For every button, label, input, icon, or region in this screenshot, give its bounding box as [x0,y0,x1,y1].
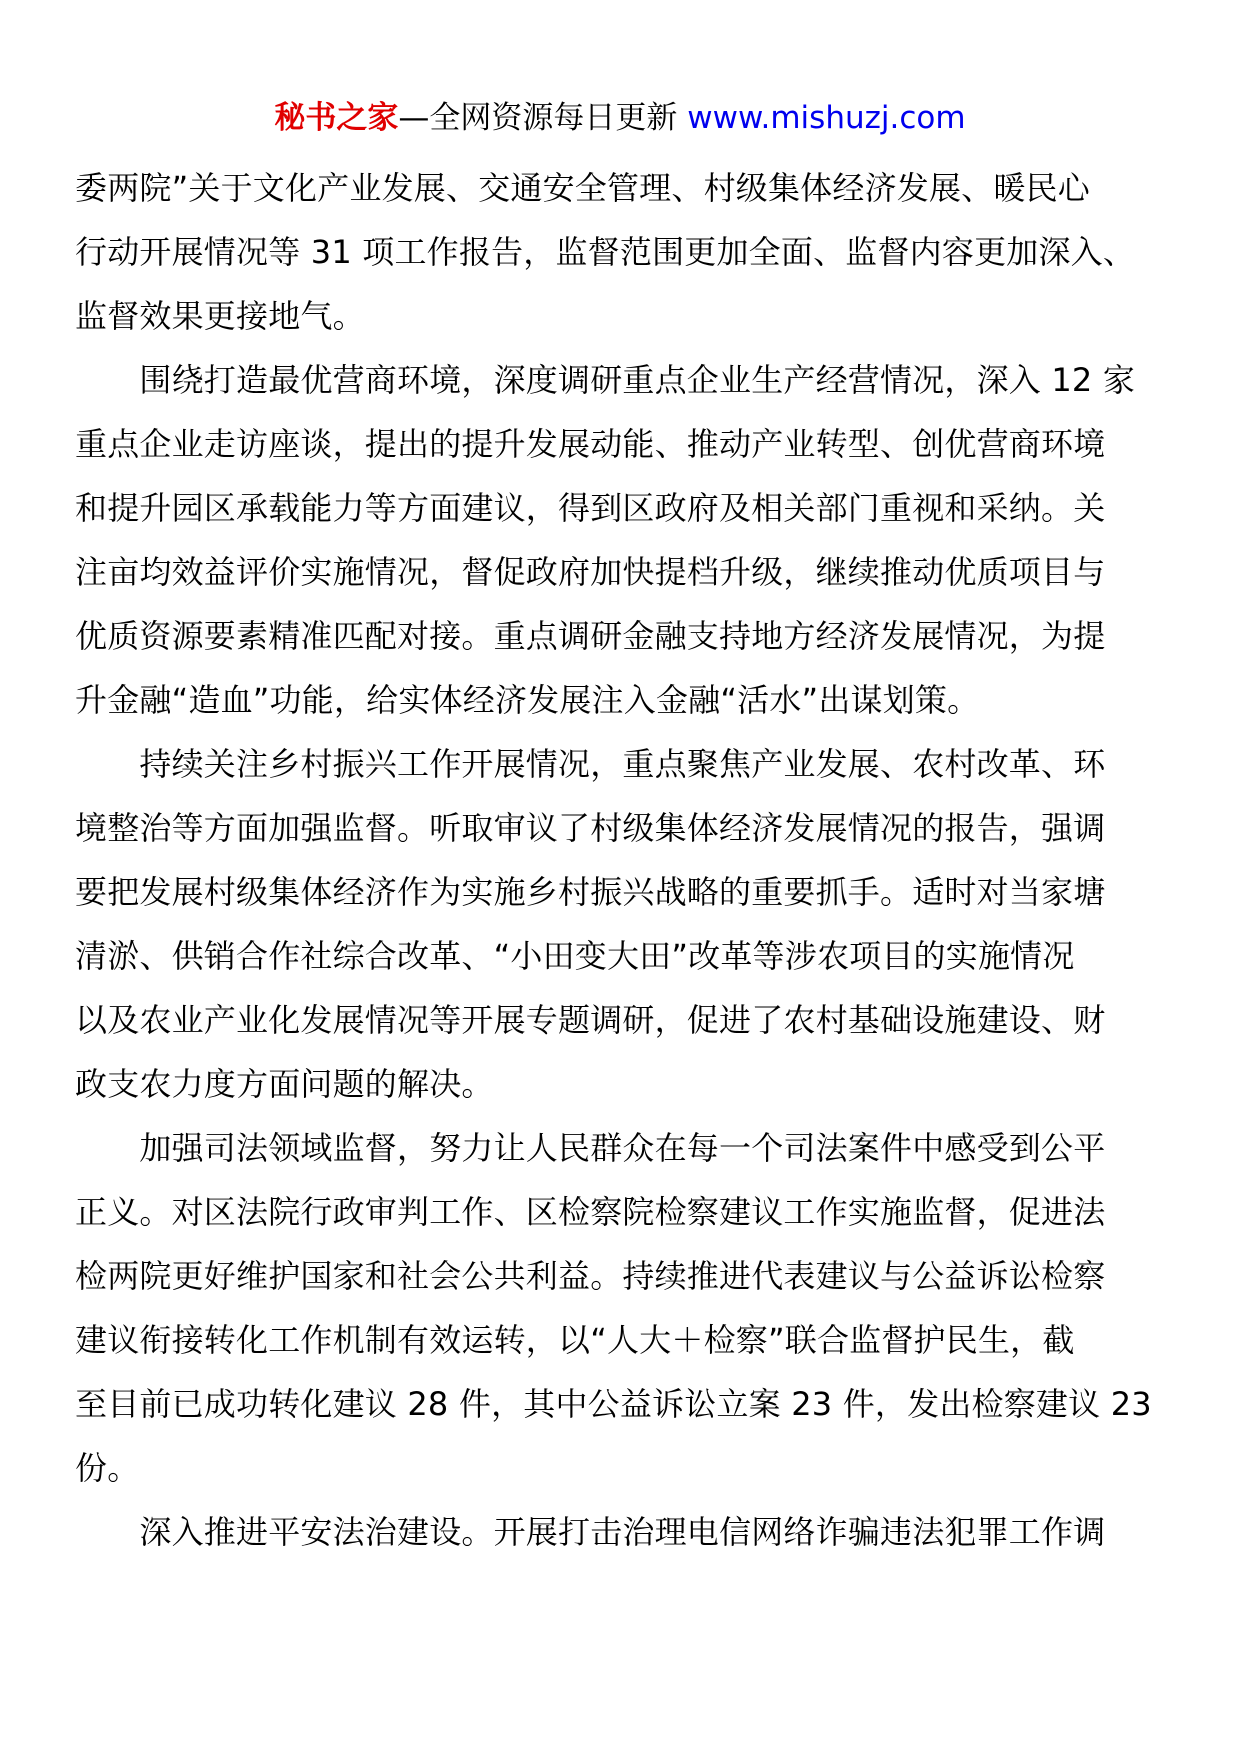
text-line: 升金融“造血”功能，给实体经济发展注入金融“活水”出谋划策。 [75,681,980,719]
text-line: 份。 [75,1449,140,1487]
text-line: 深入推进平安法治建设。开展打击治理电信网络诈骗违法犯罪工作调 [75,1513,1106,1551]
text-line: 至目前已成功转化建议 28 件，其中公益诉讼立案 23 件，发出检察建议 23 [75,1385,1152,1423]
site-url-link[interactable]: www.mishuzj.com [687,100,966,136]
text-line: 加强司法领域监督，努力让人民群众在每一个司法案件中感受到公平 [75,1129,1106,1167]
text-line: 重点企业走访座谈，提出的提升发展动能、推动产业转型、创优营商环境 [75,425,1106,463]
text-line: 检两院更好维护国家和社会公共利益。持续推进代表建议与公益诉讼检察 [75,1257,1106,1295]
text-line: 注亩均效益评价实施情况，督促政府加快提档升级，继续推动优质项目与 [75,553,1106,591]
text-line: 建议衔接转化工作机制有效运转，以“人大＋检察”联合监督护民生，截 [75,1321,1075,1359]
site-header [0,98,1240,138]
brand-name: 秘书之家 [274,100,399,136]
document-body [75,156,1167,1564]
text-line: 委两院”关于文化产业发展、交通安全管理、村级集体经济发展、暖民心 [75,169,1090,207]
text-line: 优质资源要素精准匹配对接。重点调研金融支持地方经济发展情况，为提 [75,617,1106,655]
text-line: 正义。对区法院行政审判工作、区检察院检察建议工作实施监督，促进法 [75,1193,1106,1231]
text-line: 监督效果更接地气。 [75,297,365,335]
site-tagline: —全网资源每日更新 [398,100,688,136]
text-line: 境整治等方面加强监督。听取审议了村级集体经济发展情况的报告，强调 [75,809,1106,847]
text-line: 行动开展情况等 31 项工作报告，监督范围更加全面、监督内容更加深入、 [75,233,1136,271]
text-line: 以及农业产业化发展情况等开展专题调研，促进了农村基础设施建设、财 [75,1001,1106,1039]
text-line: 和提升园区承载能力等方面建议，得到区政府及相关部门重视和采纳。关 [75,489,1106,527]
text-line: 政支农力度方面问题的解决。 [75,1065,494,1103]
text-line: 要把发展村级集体经济作为实施乡村振兴战略的重要抓手。适时对当家塘 [75,873,1106,911]
text-line: 清淤、供销合作社综合改革、“小田变大田”改革等涉农项目的实施情况 [75,937,1075,975]
text-line: 围绕打造最优营商环境，深度调研重点企业生产经营情况，深入 12 家 [75,361,1136,399]
text-line: 持续关注乡村振兴工作开展情况，重点聚焦产业发展、农村改革、环 [75,745,1106,783]
